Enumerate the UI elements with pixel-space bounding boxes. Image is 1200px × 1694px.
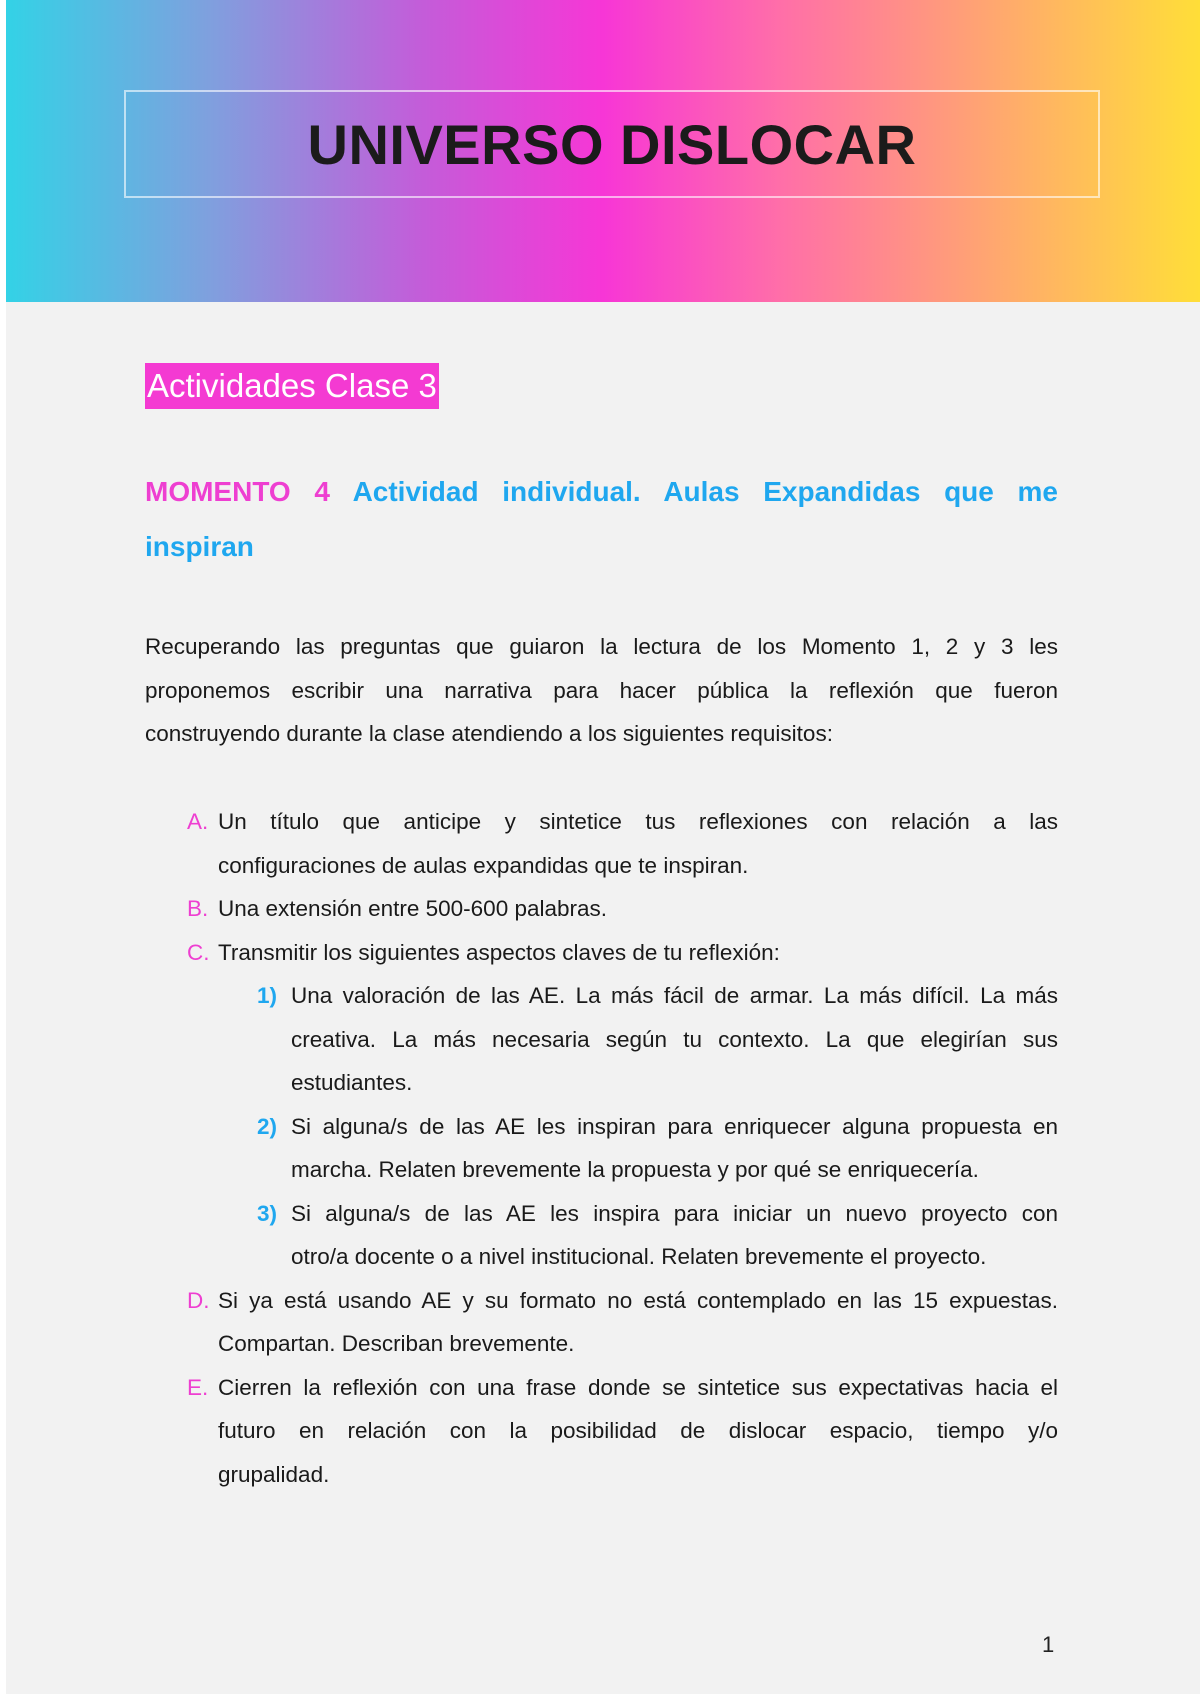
- sub-item-line: creativa. La más necesaria según tu contexto. La que elegirían sus: [291, 1026, 1058, 1052]
- list-item-line: Cierren la reflexión con una frase donde se sintetice sus expectativas hacia el: [218, 1374, 1058, 1400]
- sub-item-1: [218, 974, 1058, 1105]
- list-marker: A.: [187, 809, 209, 834]
- document-page: [6, 0, 1200, 1694]
- intro-line: proponemos escribir una narrativa para hacer pública la reflexión que fueron: [145, 677, 1058, 703]
- intro-line: construyendo durante la clase atendiendo a los siguientes requisitos:: [145, 721, 833, 746]
- list-item-line: Compartan. Describan brevemente.: [218, 1331, 575, 1356]
- sub-item-line: Una valoración de las AE. La más fácil de armar. La más difícil. La más: [291, 983, 1058, 1008]
- momento-heading: [145, 464, 1058, 574]
- section-title: Actividades Clase 3: [145, 363, 439, 409]
- list-item-d: [145, 1279, 1058, 1366]
- list-item-a: [145, 800, 1058, 887]
- banner-title: UNIVERSO DISLOCAR: [307, 112, 917, 176]
- list-item-line: grupalidad.: [218, 1461, 330, 1487]
- sub-list: [218, 974, 1058, 1279]
- sub-item-line: otro/a docente o a nivel institucional. Relaten brevemente el proyecto.: [291, 1244, 987, 1269]
- header-banner: [6, 0, 1200, 302]
- list-item-e: [145, 1366, 1058, 1497]
- list-item-line: configuraciones de aulas expandidas que te inspiran.: [218, 852, 749, 878]
- list-marker: E.: [187, 1374, 209, 1400]
- sub-item-2: [218, 1105, 1058, 1192]
- list-item-line: futuro en relación con la posibilidad de dislocar espacio, tiempo y/o: [218, 1418, 1058, 1443]
- list-marker: D.: [187, 1287, 210, 1313]
- momento-title-line-1: Actividad individual. Aulas Expandidas que me: [352, 476, 1058, 507]
- sub-item-line: Si alguna/s de las AE les inspira para iniciar un nuevo proyecto con: [291, 1200, 1058, 1226]
- sub-item-3: [218, 1192, 1058, 1279]
- sub-item-line: marcha. Relaten brevemente la propuesta y por qué se enriquecería.: [291, 1157, 979, 1182]
- sub-list-marker: 1): [257, 983, 278, 1008]
- momento-title-line-2: inspiran: [145, 531, 254, 562]
- list-item-c: [145, 931, 1058, 1279]
- list-marker: B.: [187, 896, 209, 921]
- list-item-b: [145, 887, 1058, 931]
- list-item-line: Una extensión entre 500-600 palabras.: [218, 896, 608, 921]
- sub-list-marker: 3): [257, 1200, 278, 1226]
- banner-title-frame: [124, 90, 1100, 198]
- list-item-line: Un título que anticipe y sintetice tus reflexiones con relación a las: [218, 809, 1058, 834]
- page-number: 1: [1042, 1632, 1055, 1657]
- momento-prefix: MOMENTO 4: [145, 476, 330, 507]
- intro-paragraph: [145, 625, 1058, 756]
- sub-item-line: Si alguna/s de las AE les inspiran para enriquecer alguna propuesta en: [291, 1113, 1058, 1139]
- intro-line: Recuperando las preguntas que guiaron la lectura de los Momento 1, 2 y 3 les: [145, 634, 1058, 659]
- requirements-list: [145, 800, 1058, 1496]
- sub-item-line: estudiantes.: [291, 1070, 413, 1095]
- list-item-line: Transmitir los siguientes aspectos claves de tu reflexión:: [218, 939, 780, 965]
- sub-list-marker: 2): [257, 1113, 278, 1139]
- list-item-line: Si ya está usando AE y su formato no está contemplado en las 15 expuestas.: [218, 1287, 1058, 1313]
- list-marker: C.: [187, 939, 210, 965]
